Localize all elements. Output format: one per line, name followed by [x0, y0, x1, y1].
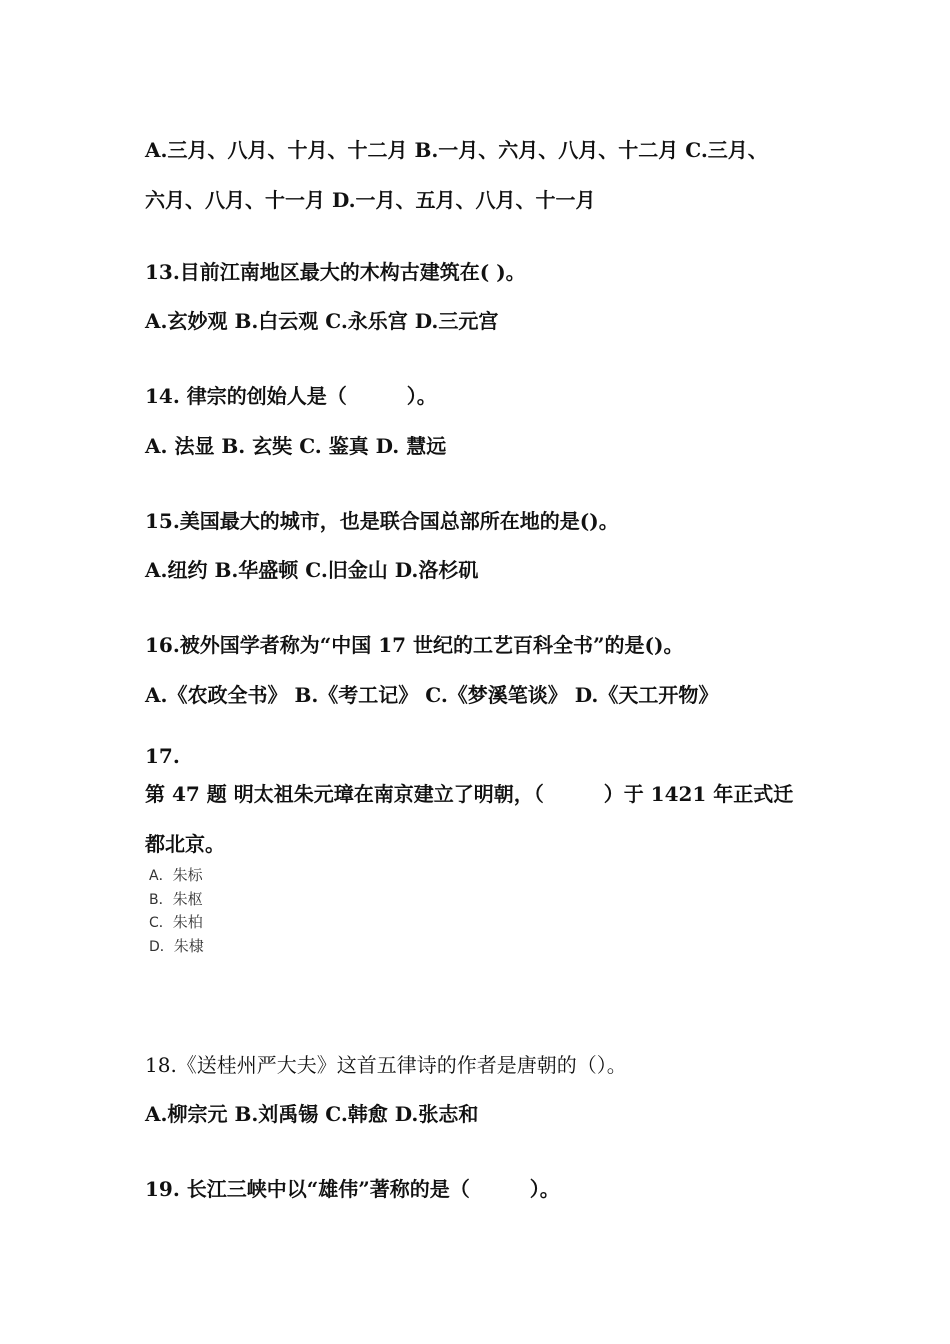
q13-question: 13.目前江南地区最大的木构古建筑在( )。 — [145, 260, 526, 284]
q18-options: A.柳宗元 B.刘禹锡 C.韩愈 D.张志和 — [145, 1102, 479, 1126]
q17-question-line2: 都北京。 — [145, 832, 225, 856]
q19-question: 19. 长江三峡中以“雄伟”著称的是（ ）。 — [145, 1177, 560, 1201]
q15-question: 15.美国最大的城市，也是联合国总部所在地的是()。 — [145, 509, 619, 533]
q17-option-a-text: 朱标 — [172, 866, 203, 884]
q17-number: 17. — [145, 744, 180, 768]
q17-option-b — [149, 889, 203, 910]
q16-question: 16.被外国学者称为“中国 17 世纪的工艺百科全书”的是()。 — [145, 633, 684, 657]
q12-options-line1: A.三月、八月、十月、十二月 B.一月、六月、八月、十二月 C.三月、 — [145, 138, 768, 162]
q14-options: A. 法显 B. 玄奘 C. 鉴真 D. 慧远 — [145, 434, 447, 458]
q17-option-c — [149, 912, 203, 933]
q17-option-d-letter: D． — [149, 939, 174, 955]
q17-option-c-text: 朱柏 — [172, 913, 203, 931]
q17-option-a — [149, 865, 203, 886]
q17-option-c-letter: C． — [149, 915, 173, 931]
q17-option-a-letter: A． — [149, 868, 173, 884]
q15-options: A.纽约 B.华盛顿 C.旧金山 D.洛杉矶 — [145, 558, 479, 582]
q12-options-line2: 六月、八月、十一月 D.一月、五月、八月、十一月 — [145, 188, 596, 212]
q13-options: A.玄妙观 B.白云观 C.永乐宫 D.三元宫 — [145, 309, 499, 333]
q17-option-b-letter: B． — [149, 892, 173, 908]
q16-options: A.《农政全书》 B.《考工记》 C.《梦溪笔谈》 D.《天工开物》 — [145, 683, 719, 707]
q18-question: 18.《送桂州严大夫》这首五律诗的作者是唐朝的（）。 — [145, 1053, 627, 1077]
q14-question: 14. 律宗的创始人是（ ）。 — [145, 384, 437, 408]
q17-option-d — [149, 936, 204, 957]
q17-question-line1: 第 47 题 明太祖朱元璋在南京建立了明朝，（ ）于 1421 年正式迁 — [145, 782, 794, 806]
q17-option-d-text: 朱棣 — [173, 937, 204, 955]
q17-option-b-text: 朱枢 — [172, 890, 203, 908]
